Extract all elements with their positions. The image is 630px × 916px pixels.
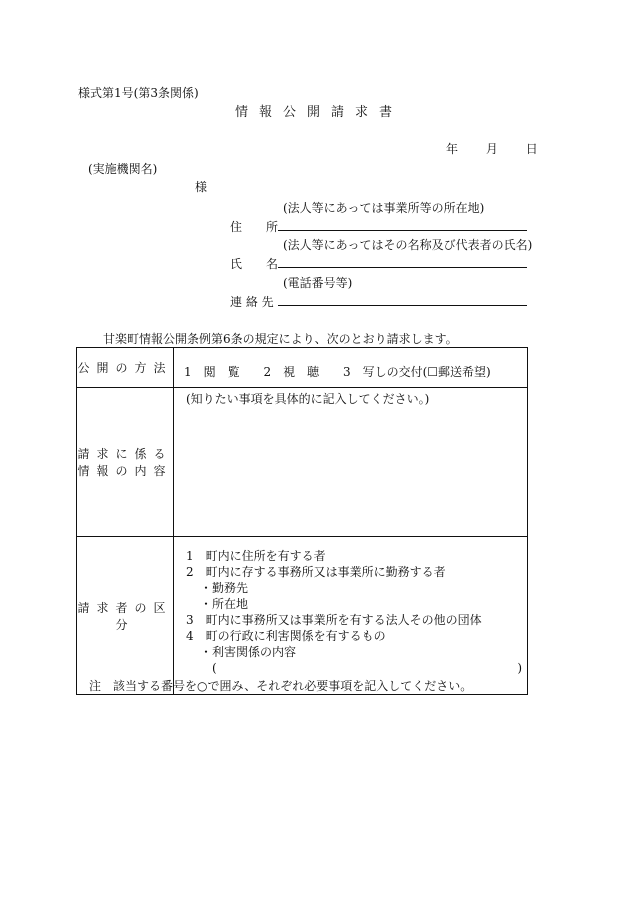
content-hint: (知りたい事項を具体的に記入してください。) — [186, 392, 430, 406]
method-header: 公開の方法 — [77, 348, 174, 388]
method-options — [174, 348, 528, 388]
address-field[interactable] — [278, 230, 527, 231]
address-hint: (法人等にあっては事業所等の所在地) — [283, 201, 485, 215]
name-label: 氏 名 — [230, 257, 279, 271]
name-field[interactable] — [278, 267, 527, 268]
date-month: 月 — [485, 142, 498, 156]
category-item-2[interactable]: 2 町内に存する事務所又は事業所に勤務する者 — [186, 565, 446, 579]
category-row — [77, 537, 528, 695]
contact-field[interactable] — [278, 305, 527, 306]
phone-hint: (電話番号等) — [283, 276, 353, 290]
interest-field[interactable]: ( ) — [212, 661, 522, 675]
request-table — [76, 347, 528, 695]
category-interest: ・利害関係の内容 — [200, 645, 297, 659]
category-item-4[interactable]: 4 町の行政に利害関係を有するもの — [186, 629, 386, 643]
category-list — [174, 537, 528, 695]
date-line — [446, 140, 538, 157]
content-field[interactable] — [174, 388, 528, 537]
method-row — [77, 348, 528, 388]
intro-text: 甘楽町情報公開条例第6条の規定により、次のとおり請求します。 — [103, 332, 458, 346]
category-item-3[interactable]: 3 町内に事務所又は事業所を有する法人その他の団体 — [186, 613, 482, 627]
date-year: 年 — [446, 142, 459, 156]
category-location: ・所在地 — [200, 597, 249, 611]
content-row — [77, 388, 528, 537]
honorific-sama: 様 — [195, 180, 208, 194]
form-number: 様式第1号(第3条関係) — [78, 86, 199, 100]
form-title: 情報公開請求書 — [234, 105, 403, 120]
method-option-listen[interactable]: 2 視 聴 — [263, 365, 320, 379]
method-option-copy[interactable]: 3 写しの交付(☐郵送希望) — [342, 365, 491, 379]
name-hint: (法人等にあってはその名称及び代表者の氏名) — [283, 238, 533, 252]
category-header: 請求者の区分 — [77, 537, 174, 695]
category-workplace: ・勤務先 — [200, 581, 249, 595]
content-header: 請求に係る 情報の内容 — [77, 388, 174, 537]
category-item-1[interactable]: 1 町内に住所を有する者 — [186, 549, 326, 563]
footnote: 注 該当する番号を○で囲み、それぞれ必要事項を記入してください。 — [89, 679, 473, 693]
contact-label: 連 絡 先 — [230, 295, 274, 309]
method-option-view[interactable]: 1 閲 覧 — [184, 365, 240, 379]
address-label: 住 所 — [230, 220, 279, 234]
recipient-label: (実施機関名) — [88, 162, 158, 176]
date-day: 日 — [525, 142, 538, 156]
